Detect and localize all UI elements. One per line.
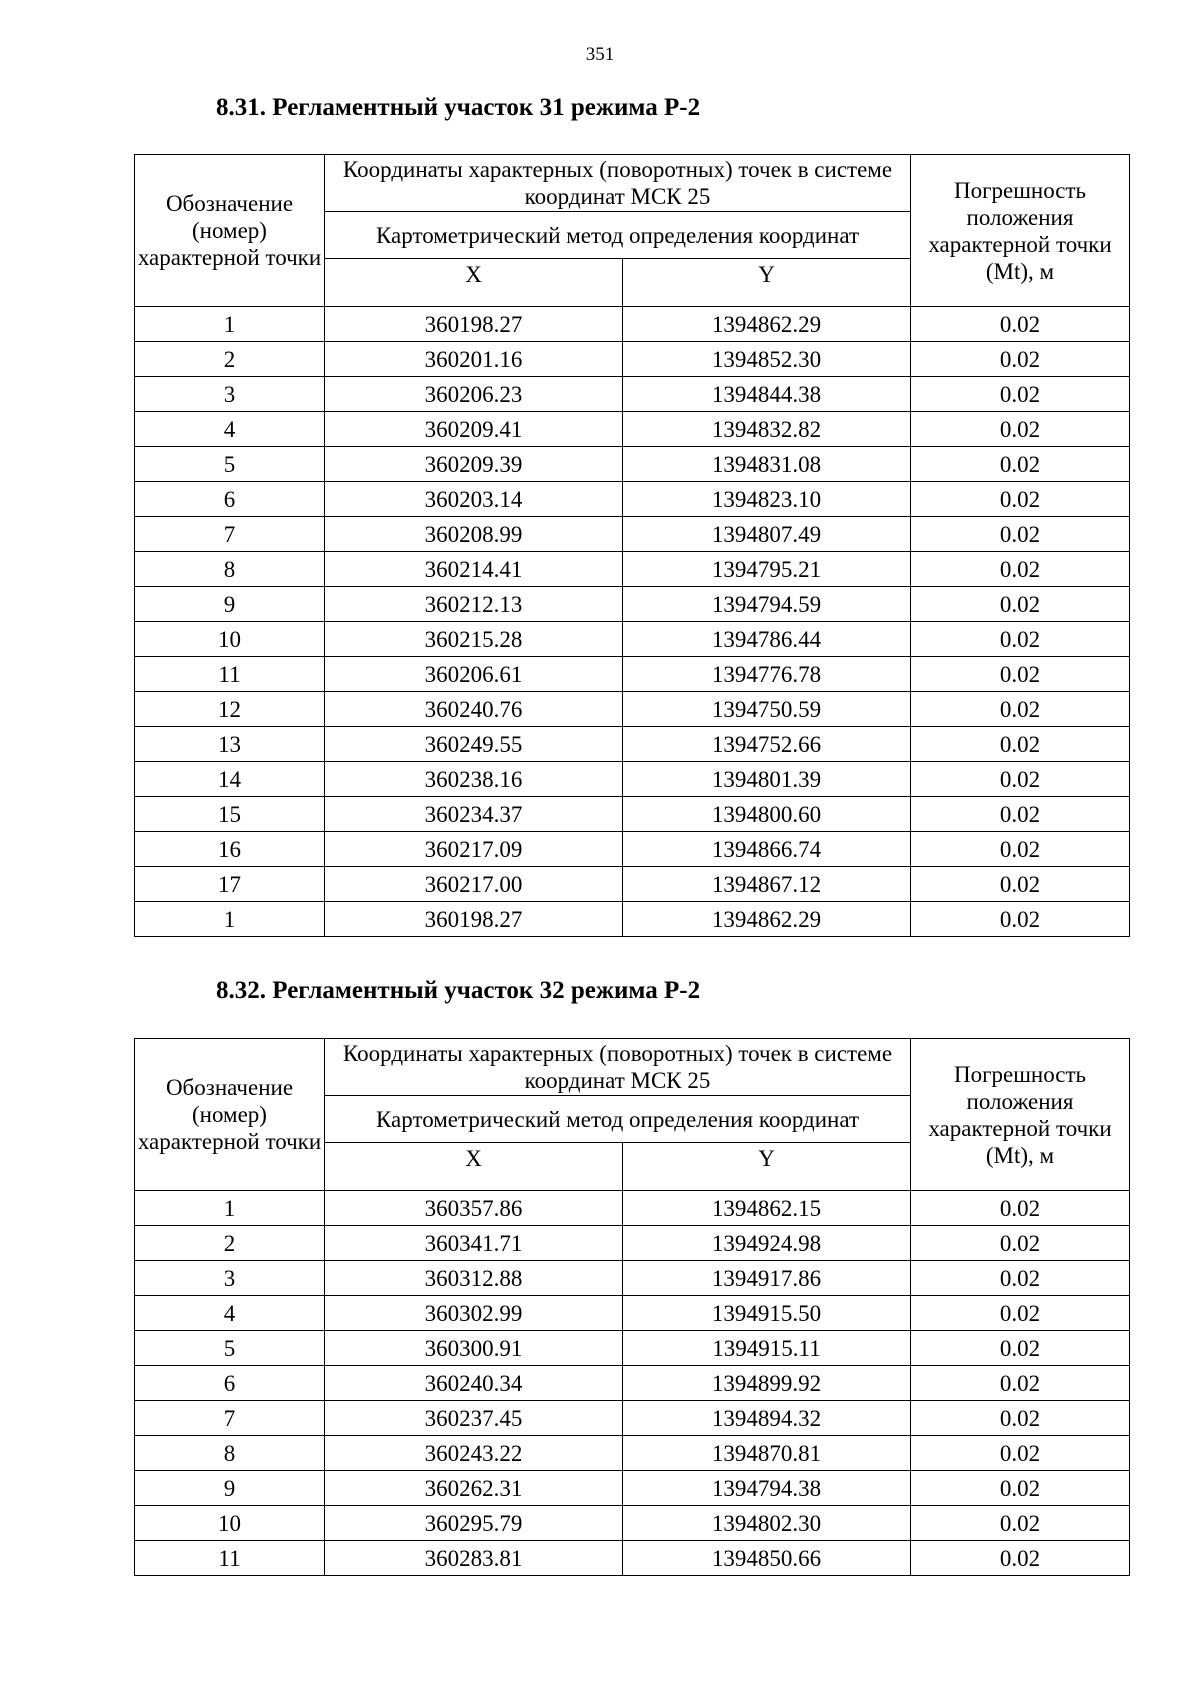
cell-error: 0.02 bbox=[911, 1401, 1130, 1436]
cell-y: 1394802.30 bbox=[623, 1506, 911, 1541]
cell-point-number: 11 bbox=[135, 1541, 325, 1576]
header-x: X bbox=[325, 259, 623, 307]
table-row bbox=[135, 552, 1130, 587]
cell-error: 0.02 bbox=[911, 377, 1130, 412]
cell-x: 360212.13 bbox=[325, 587, 623, 622]
table-row bbox=[135, 1366, 1130, 1401]
table-row bbox=[135, 622, 1130, 657]
cell-error: 0.02 bbox=[911, 1506, 1130, 1541]
table-row bbox=[135, 1191, 1130, 1226]
header-method: Картометрический метод определения координат bbox=[325, 1096, 911, 1143]
cell-point-number: 10 bbox=[135, 1506, 325, 1541]
cell-point-number: 6 bbox=[135, 482, 325, 517]
cell-y: 1394823.10 bbox=[623, 482, 911, 517]
cell-y: 1394800.60 bbox=[623, 797, 911, 832]
cell-y: 1394866.74 bbox=[623, 832, 911, 867]
header-coordinates: Координаты характерных (поворотных) точек в системе координат МСК 25 bbox=[325, 155, 911, 212]
cell-y: 1394776.78 bbox=[623, 657, 911, 692]
cell-point-number: 17 bbox=[135, 867, 325, 902]
table-row bbox=[135, 1331, 1130, 1366]
cell-y: 1394915.50 bbox=[623, 1296, 911, 1331]
table-row bbox=[135, 727, 1130, 762]
table-row bbox=[135, 1296, 1130, 1331]
cell-x: 360283.81 bbox=[325, 1541, 623, 1576]
cell-x: 360295.79 bbox=[325, 1506, 623, 1541]
cell-y: 1394862.29 bbox=[623, 307, 911, 342]
cell-x: 360262.31 bbox=[325, 1471, 623, 1506]
cell-error: 0.02 bbox=[911, 482, 1130, 517]
cell-point-number: 2 bbox=[135, 1226, 325, 1261]
header-error: Погрешность положения характерной точки (Mt), м bbox=[911, 155, 1130, 307]
header-x: X bbox=[325, 1143, 623, 1191]
header-coordinates: Координаты характерных (поворотных) точек в системе координат МСК 25 bbox=[325, 1039, 911, 1096]
cell-y: 1394844.38 bbox=[623, 377, 911, 412]
cell-x: 360357.86 bbox=[325, 1191, 623, 1226]
cell-point-number: 6 bbox=[135, 1366, 325, 1401]
cell-error: 0.02 bbox=[911, 342, 1130, 377]
cell-y: 1394862.29 bbox=[623, 902, 911, 937]
cell-error: 0.02 bbox=[911, 587, 1130, 622]
table-row bbox=[135, 797, 1130, 832]
cell-x: 360203.14 bbox=[325, 482, 623, 517]
cell-y: 1394850.66 bbox=[623, 1541, 911, 1576]
cell-x: 360209.39 bbox=[325, 447, 623, 482]
cell-y: 1394917.86 bbox=[623, 1261, 911, 1296]
cell-error: 0.02 bbox=[911, 1471, 1130, 1506]
header-y: Y bbox=[623, 1143, 911, 1191]
table-row bbox=[135, 1506, 1130, 1541]
cell-point-number: 2 bbox=[135, 342, 325, 377]
header-error: Погрешность положения характерной точки (Mt), м bbox=[911, 1039, 1130, 1191]
cell-error: 0.02 bbox=[911, 517, 1130, 552]
cell-x: 360341.71 bbox=[325, 1226, 623, 1261]
cell-point-number: 1 bbox=[135, 1191, 325, 1226]
cell-point-number: 8 bbox=[135, 1436, 325, 1471]
cell-y: 1394832.82 bbox=[623, 412, 911, 447]
table-row bbox=[135, 1541, 1130, 1576]
table-row bbox=[135, 377, 1130, 412]
cell-y: 1394852.30 bbox=[623, 342, 911, 377]
cell-point-number: 14 bbox=[135, 762, 325, 797]
cell-y: 1394794.38 bbox=[623, 1471, 911, 1506]
cell-x: 360240.76 bbox=[325, 692, 623, 727]
cell-y: 1394795.21 bbox=[623, 552, 911, 587]
cell-y: 1394862.15 bbox=[623, 1191, 911, 1226]
table-row bbox=[135, 692, 1130, 727]
cell-point-number: 7 bbox=[135, 517, 325, 552]
table-row bbox=[135, 342, 1130, 377]
cell-point-number: 5 bbox=[135, 1331, 325, 1366]
table-row bbox=[135, 1471, 1130, 1506]
cell-point-number: 11 bbox=[135, 657, 325, 692]
cell-point-number: 3 bbox=[135, 1261, 325, 1296]
cell-error: 0.02 bbox=[911, 1296, 1130, 1331]
cell-x: 360217.00 bbox=[325, 867, 623, 902]
cell-point-number: 3 bbox=[135, 377, 325, 412]
cell-y: 1394786.44 bbox=[623, 622, 911, 657]
cell-error: 0.02 bbox=[911, 1261, 1130, 1296]
cell-x: 360198.27 bbox=[325, 307, 623, 342]
cell-error: 0.02 bbox=[911, 1191, 1130, 1226]
table-row bbox=[135, 517, 1130, 552]
cell-x: 360208.99 bbox=[325, 517, 623, 552]
cell-x: 360206.23 bbox=[325, 377, 623, 412]
cell-error: 0.02 bbox=[911, 797, 1130, 832]
cell-x: 360201.16 bbox=[325, 342, 623, 377]
cell-point-number: 4 bbox=[135, 1296, 325, 1331]
cell-error: 0.02 bbox=[911, 1331, 1130, 1366]
coordinates-table-32 bbox=[134, 1038, 1130, 1576]
cell-error: 0.02 bbox=[911, 762, 1130, 797]
cell-error: 0.02 bbox=[911, 1436, 1130, 1471]
cell-point-number: 4 bbox=[135, 412, 325, 447]
cell-y: 1394750.59 bbox=[623, 692, 911, 727]
cell-x: 360249.55 bbox=[325, 727, 623, 762]
cell-error: 0.02 bbox=[911, 902, 1130, 937]
cell-error: 0.02 bbox=[911, 552, 1130, 587]
cell-error: 0.02 bbox=[911, 307, 1130, 342]
cell-y: 1394801.39 bbox=[623, 762, 911, 797]
coordinates-table-31 bbox=[134, 154, 1130, 937]
cell-x: 360215.28 bbox=[325, 622, 623, 657]
cell-x: 360238.16 bbox=[325, 762, 623, 797]
table-row bbox=[135, 1226, 1130, 1261]
header-y: Y bbox=[623, 259, 911, 307]
cell-error: 0.02 bbox=[911, 692, 1130, 727]
table-row bbox=[135, 307, 1130, 342]
cell-y: 1394915.11 bbox=[623, 1331, 911, 1366]
cell-x: 360237.45 bbox=[325, 1401, 623, 1436]
cell-y: 1394831.08 bbox=[623, 447, 911, 482]
cell-x: 360243.22 bbox=[325, 1436, 623, 1471]
header-point-number: Обозначение (номер) характерной точки bbox=[135, 1039, 325, 1191]
cell-point-number: 1 bbox=[135, 307, 325, 342]
cell-point-number: 10 bbox=[135, 622, 325, 657]
table-row bbox=[135, 587, 1130, 622]
cell-error: 0.02 bbox=[911, 657, 1130, 692]
section-title-32: 8.32. Регламентный участок 32 режима Р-2 bbox=[216, 977, 701, 1004]
cell-x: 360240.34 bbox=[325, 1366, 623, 1401]
cell-y: 1394924.98 bbox=[623, 1226, 911, 1261]
cell-y: 1394752.66 bbox=[623, 727, 911, 762]
table-row bbox=[135, 902, 1130, 937]
table-row bbox=[135, 1261, 1130, 1296]
cell-x: 360234.37 bbox=[325, 797, 623, 832]
table-row bbox=[135, 832, 1130, 867]
cell-point-number: 9 bbox=[135, 587, 325, 622]
section-title-31: 8.31. Регламентный участок 31 режима Р-2 bbox=[216, 94, 701, 121]
cell-y: 1394870.81 bbox=[623, 1436, 911, 1471]
table-row bbox=[135, 867, 1130, 902]
cell-x: 360302.99 bbox=[325, 1296, 623, 1331]
table-row bbox=[135, 1436, 1130, 1471]
header-method: Картометрический метод определения координат bbox=[325, 212, 911, 259]
cell-y: 1394794.59 bbox=[623, 587, 911, 622]
cell-y: 1394899.92 bbox=[623, 1366, 911, 1401]
cell-x: 360214.41 bbox=[325, 552, 623, 587]
cell-x: 360312.88 bbox=[325, 1261, 623, 1296]
cell-point-number: 7 bbox=[135, 1401, 325, 1436]
cell-x: 360300.91 bbox=[325, 1331, 623, 1366]
cell-point-number: 9 bbox=[135, 1471, 325, 1506]
header-point-number: Обозначение (номер) характерной точки bbox=[135, 155, 325, 307]
cell-y: 1394894.32 bbox=[623, 1401, 911, 1436]
cell-x: 360198.27 bbox=[325, 902, 623, 937]
cell-error: 0.02 bbox=[911, 412, 1130, 447]
cell-point-number: 15 bbox=[135, 797, 325, 832]
table-row bbox=[135, 447, 1130, 482]
cell-y: 1394807.49 bbox=[623, 517, 911, 552]
cell-error: 0.02 bbox=[911, 867, 1130, 902]
cell-error: 0.02 bbox=[911, 1226, 1130, 1261]
cell-point-number: 12 bbox=[135, 692, 325, 727]
cell-error: 0.02 bbox=[911, 1541, 1130, 1576]
table-row bbox=[135, 412, 1130, 447]
cell-error: 0.02 bbox=[911, 1366, 1130, 1401]
cell-error: 0.02 bbox=[911, 727, 1130, 762]
cell-x: 360209.41 bbox=[325, 412, 623, 447]
page-number: 351 bbox=[585, 44, 615, 65]
cell-y: 1394867.12 bbox=[623, 867, 911, 902]
cell-error: 0.02 bbox=[911, 447, 1130, 482]
cell-point-number: 13 bbox=[135, 727, 325, 762]
cell-x: 360206.61 bbox=[325, 657, 623, 692]
cell-error: 0.02 bbox=[911, 832, 1130, 867]
table-row bbox=[135, 1401, 1130, 1436]
cell-point-number: 1 bbox=[135, 902, 325, 937]
cell-point-number: 5 bbox=[135, 447, 325, 482]
cell-error: 0.02 bbox=[911, 622, 1130, 657]
table-row bbox=[135, 762, 1130, 797]
cell-point-number: 8 bbox=[135, 552, 325, 587]
cell-x: 360217.09 bbox=[325, 832, 623, 867]
table-row bbox=[135, 482, 1130, 517]
cell-point-number: 16 bbox=[135, 832, 325, 867]
table-row bbox=[135, 657, 1130, 692]
